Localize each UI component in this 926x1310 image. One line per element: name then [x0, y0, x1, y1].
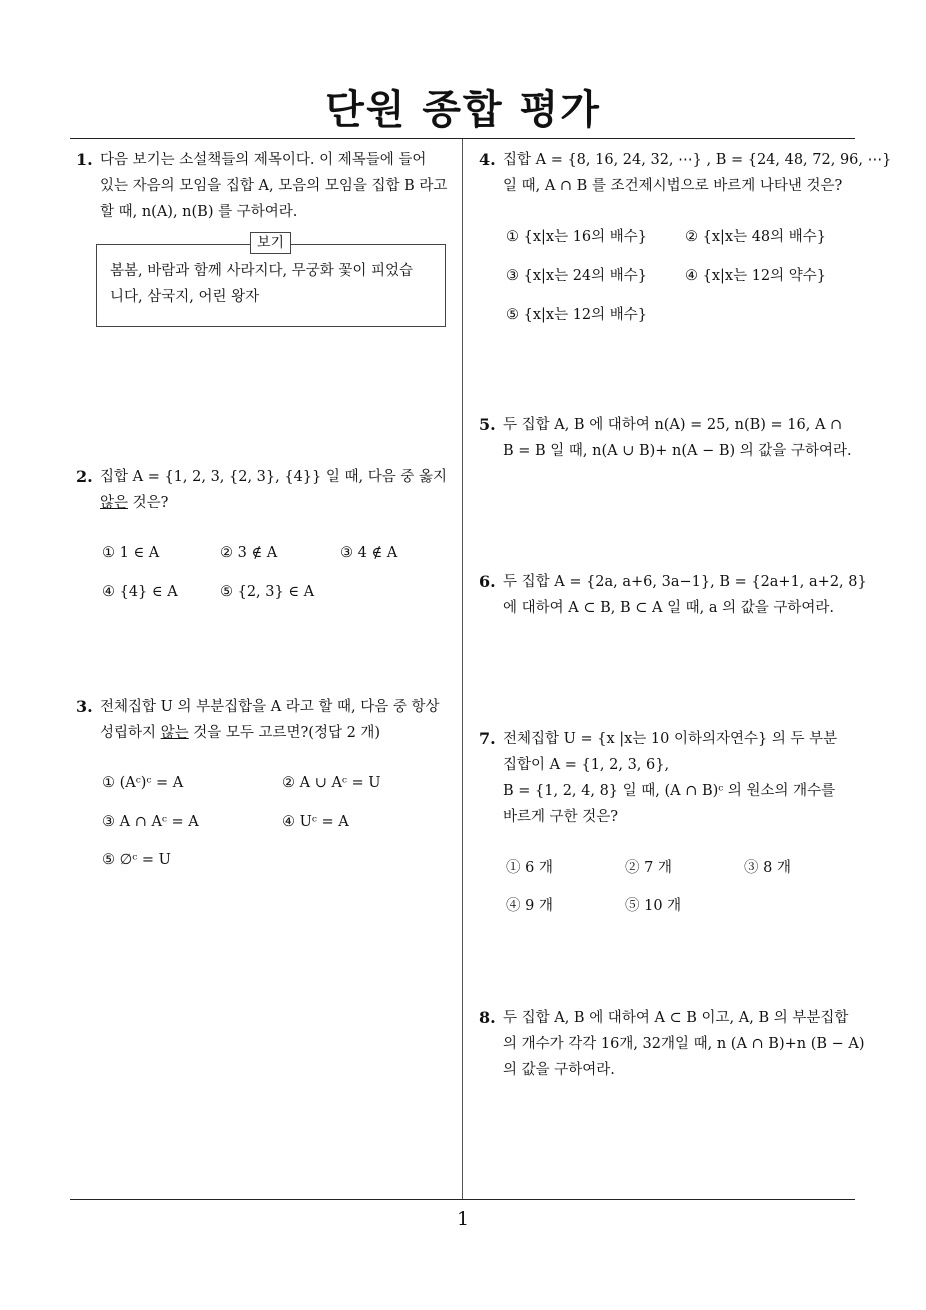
choice-4[interactable]: ④ {x|x는 12의 약수} [685, 268, 826, 284]
choice-4[interactable]: ④ 9 개 [506, 898, 553, 914]
example-box-line: 니다, 삼국지, 어린 왕자 [110, 289, 260, 305]
choice-3[interactable]: ③ 8 개 [744, 860, 791, 876]
question-text-line [100, 720, 461, 746]
choice-5[interactable]: ⑤ ∅ᶜ = U [102, 852, 171, 868]
question-2 [76, 464, 461, 516]
question-7 [479, 726, 864, 830]
question-text-line: 있는 자음의 모임을 집합 A, 모음의 모임을 집합 B 라고 [100, 178, 448, 194]
question-number: 7. [479, 729, 496, 748]
question-text-line: 집합이 A = {1, 2, 3, 6}, [503, 757, 670, 773]
choice-2[interactable]: ② 7 개 [625, 860, 672, 876]
question-text-fragment: 것은? [128, 495, 169, 511]
question-text-line: 할 때, n(A), n(B) 를 구하여라. [100, 204, 298, 220]
question-text-line: 두 집합 A, B 에 대하여 A ⊂ B 이고, A, B 의 부분집합 [503, 1010, 849, 1026]
question-number: 3. [76, 697, 93, 716]
choice-5[interactable]: ⑤ {x|x는 12의 배수} [506, 307, 647, 323]
column-divider [462, 139, 463, 1200]
question-text-line: 집합 A = {1, 2, 3, {2, 3}, {4}} 일 때, 다음 중 옳지 [100, 469, 447, 485]
emphasis-underline: 않은 [100, 495, 129, 511]
question-number: 4. [479, 150, 496, 169]
question-text-line: 다음 보기는 소설책들의 제목이다. 이 제목들에 들어 [100, 152, 427, 168]
question-3 [76, 694, 461, 746]
question-text-line [100, 490, 461, 516]
question-text-line: 전체집합 U 의 부분집합을 A 라고 할 때, 다음 중 항상 [100, 699, 440, 715]
question-text-line: 전체집합 U = {x |x는 10 이하의자연수} 의 두 부분 [503, 731, 838, 747]
choice-4[interactable]: ④ {4} ∈ A [102, 584, 178, 600]
emphasis-underline: 않는 [160, 725, 189, 741]
question-text-line: 에 대하여 A ⊂ B, B ⊂ A 일 때, a 의 값을 구하여라. [503, 600, 835, 616]
choice-3[interactable]: ③ 4 ∉ A [340, 545, 398, 561]
choice-2[interactable]: ② 3 ∉ A [220, 545, 278, 561]
choice-4[interactable]: ④ Uᶜ = A [282, 814, 349, 830]
question-text-fragment: 성립하지 [100, 725, 161, 741]
question-number: 8. [479, 1008, 496, 1027]
question-number: 6. [479, 572, 496, 591]
question-text-line: B = {1, 2, 4, 8} 일 때, (A ∩ B)ᶜ 의 원소의 개수를 [503, 783, 836, 799]
choice-1[interactable]: ① 1 ∈ A [102, 545, 160, 561]
bottom-rule [70, 1199, 855, 1200]
choice-3[interactable]: ③ A ∩ Aᶜ = A [102, 814, 199, 830]
question-text-line: 두 집합 A, B 에 대하여 n(A) = 25, n(B) = 16, A ∩ [503, 417, 843, 433]
example-box-line: 봄봄, 바람과 함께 사라지다, 무궁화 꽃이 피었습 [110, 263, 414, 279]
question-text-line: 의 개수가 각각 16개, 32개일 때, n (A ∩ B)+n (B − A) [503, 1036, 865, 1052]
question-text-line: 집합 A = {8, 16, 24, 32, ⋯} , B = {24, 48, 72, 96, ⋯} [503, 152, 892, 168]
question-5 [479, 412, 864, 464]
page-title: 단원 종합 평가 [325, 87, 601, 133]
question-text-line: B = B 일 때, n(A ∪ B)+ n(A − B) 의 값을 구하여라. [503, 443, 852, 459]
choice-1[interactable]: ① 6 개 [506, 860, 553, 876]
example-box-label: 보기 [250, 232, 291, 254]
choice-3[interactable]: ③ {x|x는 24의 배수} [506, 268, 647, 284]
question-text-line: 의 값을 구하여라. [503, 1062, 615, 1078]
question-6 [479, 569, 867, 621]
question-text-line: 바르게 구한 것은? [503, 809, 619, 825]
question-1 [76, 147, 461, 225]
choice-5[interactable]: ⑤ 10 개 [625, 898, 682, 914]
choice-5[interactable]: ⑤ {2, 3} ∈ A [220, 584, 315, 600]
question-8 [479, 1005, 864, 1083]
question-text-fragment: 것을 모두 고르면?(정답 2 개) [188, 725, 381, 741]
question-text-line: 일 때, A ∩ B 를 조건제시법으로 바르게 나타낸 것은? [503, 178, 843, 194]
example-box-text [110, 258, 413, 310]
choice-2[interactable]: ② A ∪ Aᶜ = U [282, 775, 381, 791]
question-number: 2. [76, 467, 93, 486]
choice-1[interactable]: ① {x|x는 16의 배수} [506, 229, 647, 245]
question-4 [479, 147, 892, 199]
choice-1[interactable]: ① (Aᶜ)ᶜ = A [102, 775, 184, 791]
question-text-line: 두 집합 A = {2a, a+6, 3a−1}, B = {2a+1, a+2, 8} [503, 574, 867, 590]
page-number: 1 [456, 1208, 470, 1230]
question-number: 1. [76, 150, 93, 169]
question-number: 5. [479, 415, 496, 434]
choice-2[interactable]: ② {x|x는 48의 배수} [685, 229, 826, 245]
